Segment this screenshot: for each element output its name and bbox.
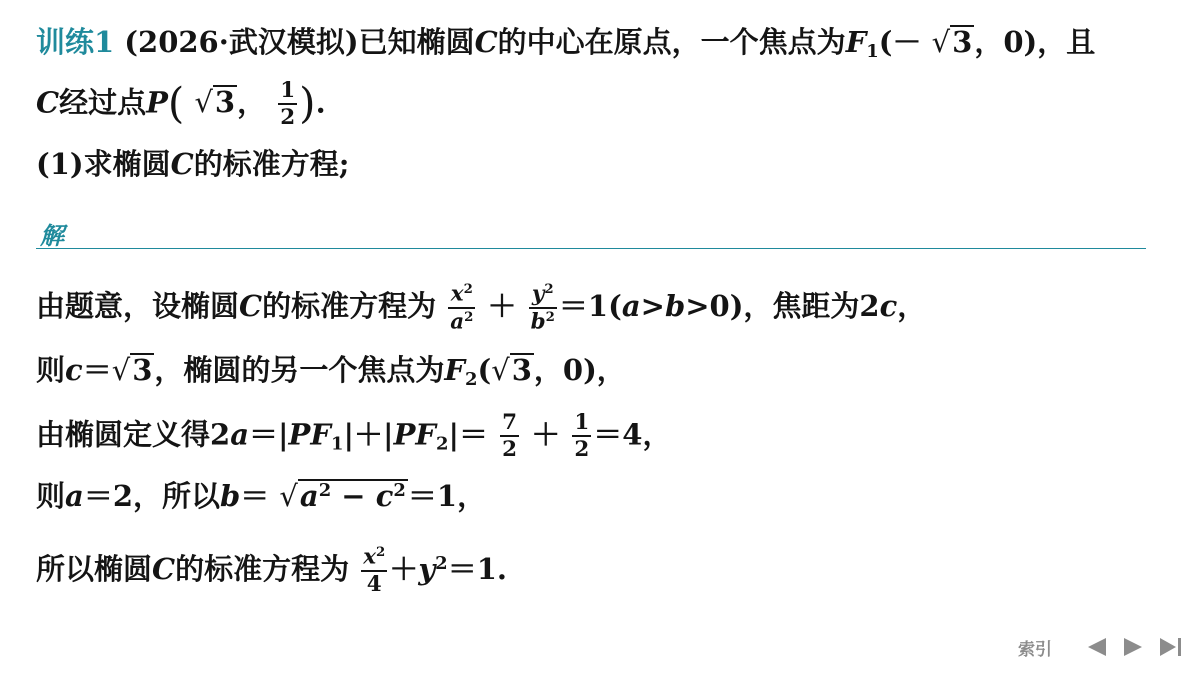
solution-text: ＝1，	[407, 479, 487, 513]
solution-text: 由椭圆定义得2	[36, 417, 231, 452]
fraction-x2-a2: $\frac{x^2}{a^2}$	[450, 281, 474, 335]
var-a: a	[65, 479, 84, 513]
last-button[interactable]	[1158, 634, 1184, 660]
fraction-7-2: $\frac{7}{2}$	[502, 410, 518, 463]
problem-text: ，0)，且	[974, 25, 1096, 59]
solution-text: ，0)，	[533, 353, 626, 387]
comma: ，	[237, 85, 267, 120]
var-F: F	[310, 417, 331, 452]
fraction-1-2: $\frac{1}{2}$	[574, 410, 590, 463]
right-paren: )	[299, 78, 316, 128]
plus-sign: ＋	[531, 417, 561, 452]
sqrt-3: √3	[111, 353, 153, 387]
last-page-icon	[1158, 636, 1184, 658]
solution-text: >0)，焦距为2	[685, 288, 880, 323]
var-a: a	[621, 288, 641, 323]
solution-text: ＝2，所以	[83, 479, 220, 513]
solution-text: |＝	[448, 417, 489, 452]
problem-label: 训练1	[36, 25, 115, 59]
var-C: C	[170, 147, 194, 181]
equals-sign: ＝	[82, 353, 112, 387]
var-P: P	[146, 85, 168, 120]
solution-text: 所以椭圆	[36, 551, 153, 586]
solution-line-2	[36, 350, 626, 400]
var-C: C	[152, 551, 176, 586]
subscript: 1	[866, 41, 879, 63]
solution-heading: 解	[40, 222, 64, 250]
solution-text: ，椭圆的另一个焦点为	[154, 353, 445, 387]
sqrt-3: √3	[194, 85, 236, 120]
paren: (	[878, 25, 893, 59]
problem-source: (2026·武汉模拟)	[124, 25, 359, 59]
problem-text: 经过点	[59, 85, 147, 120]
var-b: b	[664, 288, 686, 323]
problem-text: 已知椭圆	[358, 25, 475, 59]
var-c: c	[65, 353, 83, 387]
minus-sign: －	[892, 25, 922, 59]
superscript: 2	[435, 553, 448, 574]
period: .	[315, 85, 326, 120]
part-text: 的标准方程;	[193, 147, 350, 181]
var-a: a	[230, 417, 249, 452]
var-P: P	[288, 417, 311, 452]
next-button[interactable]	[1122, 634, 1144, 660]
sqrt-3: √3	[931, 25, 973, 59]
var-P: P	[393, 417, 416, 452]
divider	[36, 248, 1146, 249]
paren: (	[477, 353, 492, 387]
solution-line-1	[36, 283, 926, 333]
problem-text: 的中心在原点，一个焦点为	[497, 25, 846, 59]
solution-text: |＋|	[343, 417, 394, 452]
var-b: b	[220, 479, 241, 513]
solution-text: ＝|	[248, 417, 289, 452]
problem-line-1	[36, 22, 1095, 72]
solution-text: 由题意，设椭圆	[36, 288, 240, 323]
var-C: C	[36, 85, 60, 120]
subscript: 2	[435, 433, 449, 455]
solution-text: 的标准方程为	[262, 288, 437, 323]
plus-sign: ＋	[487, 288, 517, 323]
var-C: C	[474, 25, 498, 59]
solution-text: ＝1(	[558, 288, 622, 323]
solution-text: ＝1.	[447, 551, 507, 586]
subscript: 2	[464, 369, 478, 391]
solution-text: 则	[36, 479, 66, 513]
var-C: C	[239, 288, 263, 323]
prev-arrow-icon	[1086, 636, 1108, 658]
part-1	[36, 144, 349, 184]
subscript: 1	[330, 433, 344, 455]
solution-line-3	[36, 412, 671, 464]
left-paren: (	[167, 78, 185, 128]
next-arrow-icon	[1122, 636, 1144, 658]
solution-text: ＝4，	[593, 417, 672, 452]
sqrt-3: √3	[491, 353, 532, 387]
fraction-x2-4: $\frac{x^2}{4}$	[363, 544, 386, 598]
sqrt-a2-minus-c2: $√a^2 - c^2$	[279, 479, 406, 513]
solution-line-5	[36, 544, 507, 598]
var-F: F	[845, 25, 867, 59]
solution-text: 则	[36, 353, 66, 387]
solution-text: 的标准方程为	[175, 551, 350, 586]
equals-sign: ＝	[240, 479, 270, 513]
solution-line-4	[36, 476, 486, 516]
var-F: F	[444, 353, 465, 387]
plus-sign: ＋	[389, 551, 419, 586]
part-text: (1)求椭圆	[36, 147, 171, 181]
fraction-y2-b2: $\frac{y^2}{b^2}$	[530, 281, 555, 335]
fraction-half: $\frac{1}{2}$	[280, 78, 296, 131]
problem-line-2	[36, 80, 326, 129]
index-link[interactable]: 索引	[1018, 639, 1052, 660]
gt-sign: >	[640, 288, 665, 323]
prev-button[interactable]	[1086, 634, 1108, 660]
var-y: y	[418, 551, 436, 586]
var-c: c	[879, 288, 898, 323]
comma: ，	[897, 288, 927, 323]
var-F: F	[415, 417, 436, 452]
